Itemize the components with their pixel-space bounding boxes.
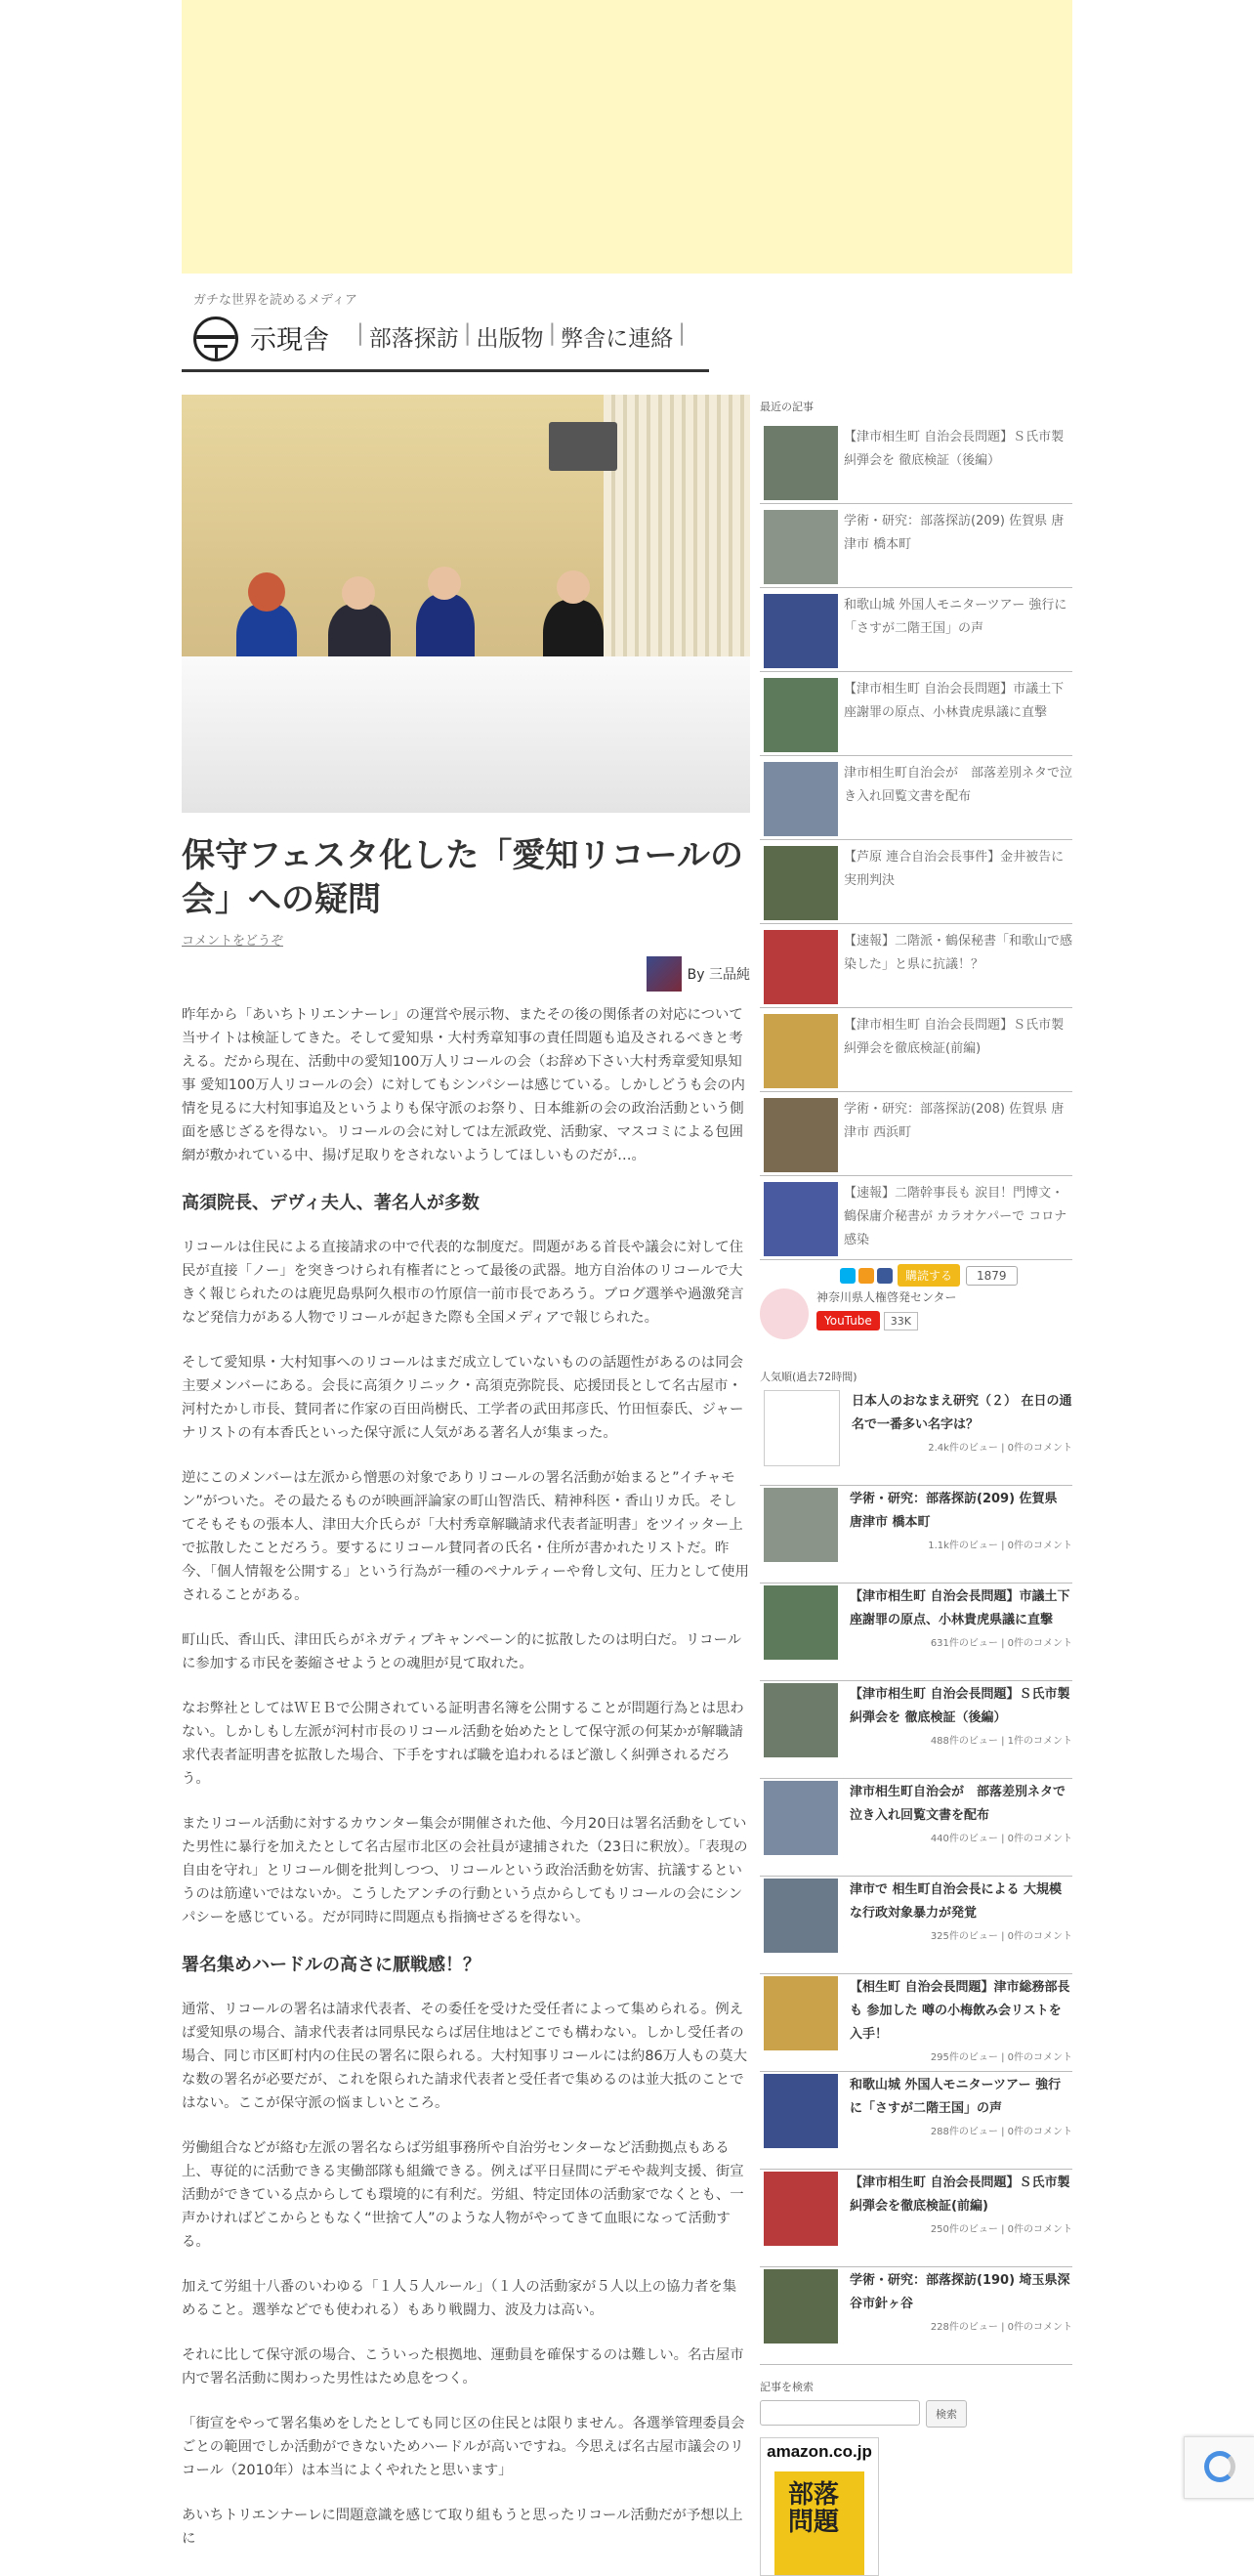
recent-title[interactable]: 津市相生町自治会が 部落差別ネタで泣き入れ回覧文書を配布 [844, 766, 1073, 804]
recent-item[interactable] [760, 1176, 1072, 1260]
recent-item[interactable] [760, 1008, 1072, 1092]
recent-item[interactable] [760, 672, 1072, 756]
popular-list [760, 1388, 1072, 2365]
popular-title[interactable]: 和歌山城 外国人モニターツアー 強行に「さすが二階王国」の声 [850, 2078, 1062, 2116]
org-name[interactable]: 神奈川県人権啓発センター [816, 1290, 957, 1304]
recent-title[interactable]: 【芦原 連合自治会長事件】金井被告に実刑判決 [844, 850, 1065, 888]
popular-thumbnail[interactable] [764, 1585, 838, 1660]
popular-item[interactable] [760, 1877, 1072, 1974]
popular-thumbnail[interactable] [764, 2172, 838, 2246]
org-widget [760, 1288, 1072, 1339]
author-line[interactable] [182, 956, 750, 992]
amazon-logo: amazon.co.jp [767, 2442, 872, 2461]
recent-item[interactable] [760, 1092, 1072, 1176]
book-cover [774, 2471, 864, 2576]
popular-thumbnail[interactable] [764, 2269, 838, 2344]
nav-contact[interactable]: 弊舎に連絡 [561, 326, 674, 352]
site-name[interactable]: 示現舎 [250, 325, 329, 356]
popular-item[interactable] [760, 1388, 1072, 1486]
paragraph: 逆にこのメンバーは左派から憎悪の対象でありリコールの署名活動が始まると”イチャモン”がついた。その最たるものが映画評論家の町山智浩氏、精神科医・香山リカ氏。そしてそもそもの張本人、津田大介氏らが「大村秀章解職請求代表者証明書」をツイッター上で拡散したことだろう。要するにリコール賛同者の氏名・住所が書かれたリストだ。昨今、「個人情報を公開する」という行為が一種のペナルティーや脅し文句、圧力として使用されることがある。 [182, 1470, 749, 1603]
paragraph: あいちトリエンナーレに問題意識を感じて取り組もうと思ったリコール活動だが予想以上に [182, 2508, 743, 2547]
recent-thumbnail[interactable] [764, 1098, 838, 1172]
popular-thumbnail[interactable] [764, 1683, 838, 1757]
subscriber-count: 1879 [966, 1266, 1018, 1286]
article-hero-image [182, 395, 750, 813]
popular-meta: 2.4k件のビュー | 0件のコメント [928, 1443, 1072, 1454]
facebook-icon[interactable] [877, 1268, 893, 1284]
recent-title[interactable]: 【津市相生町 自治会長問題】市議土下座謝罪の原点、小林貴虎県議に直撃 [844, 682, 1065, 720]
book-title: 部落問題 [788, 2480, 840, 2537]
recent-thumbnail[interactable] [764, 1014, 838, 1088]
youtube-button[interactable]: YouTube [816, 1311, 880, 1330]
popular-meta: 631件のビュー | 0件のコメント [930, 1638, 1072, 1649]
popular-thumbnail[interactable] [764, 1879, 838, 1953]
article-title: 保守フェスタ化した「愛知リコールの会」への疑問 [182, 836, 743, 919]
rss-icon[interactable] [858, 1268, 874, 1284]
popular-title[interactable]: 津市相生町自治会が 部落差別ネタで泣き入れ回覧文書を配布 [850, 1785, 1066, 1823]
site-header [182, 283, 709, 372]
popular-item[interactable] [760, 1974, 1072, 2072]
paragraph: 労働組合などが絡む左派の署名ならば労組事務所や自治労センターなど活動拠点もある上、専従的に活動できる実働部隊も組織できる。例えば平日昼間にデモや裁判支援、街宣活動ができている点からしても環境的に有利だ。労組、特定団体の活動家でなくとも、一声かければどこからともなく“世捨て人”のような人物がやってきて血眼になって活動する。 [182, 2140, 744, 2250]
popular-item[interactable] [760, 1584, 1072, 1681]
amazon-widget[interactable] [760, 2437, 879, 2576]
recent-thumbnail[interactable] [764, 930, 838, 1004]
author-name[interactable]: By 三品純 [687, 967, 750, 983]
paragraph: 通常、リコールの署名は請求代表者、その委任を受けた受任者によって集められる。例えば愛知県の場合、請求代表者は同県民ならば居住地はどこでも構わない。しかし受任者の場合、同じ市区町村内の住民の署名に限られる。大村知事リコールには約86万人もの莫大な数の署名が必要だが、これを限られた請求代表者と受任者で集めるのは並大抵のことではない。ここが保守派の悩ましいところ。 [182, 2002, 747, 2111]
recent-heading: 最近の記事 [760, 401, 814, 413]
paragraph: それに比して保守派の場合、こういった根拠地、運動員を確保するのは難しい。名古屋市内で署名活動に関わった男性はため息をつく。 [182, 2347, 744, 2386]
popular-title[interactable]: 【津市相生町 自治会長問題】Ｓ氏市製糾弾会を徹底検証(前編) [850, 2175, 1070, 2214]
pig-mascot-icon [760, 1288, 809, 1339]
popular-thumbnail[interactable] [764, 1781, 838, 1855]
recent-title[interactable]: 学術・研究：部落探訪(208) 佐賀県 唐津市 西浜町 [844, 1102, 1065, 1140]
popular-heading: 人気順(過去72時間) [760, 1371, 857, 1383]
recaptcha-icon [1204, 2451, 1235, 2482]
comment-link[interactable]: コメントをどうぞ [182, 934, 284, 949]
recent-thumbnail[interactable] [764, 510, 838, 584]
popular-title[interactable]: 学術・研究：部落探訪(209) 佐賀県 唐津市 橋本町 [850, 1492, 1058, 1530]
popular-meta: 228件のビュー | 0件のコメント [930, 2322, 1072, 2333]
popular-title[interactable]: 日本人のおなまえ研究（２） 在日の通名で一番多い名字は？ [852, 1394, 1072, 1432]
recent-thumbnail[interactable] [764, 426, 838, 500]
popular-meta: 250件のビュー | 0件のコメント [930, 2224, 1072, 2235]
popular-item[interactable] [760, 2170, 1072, 2267]
site-logo-icon[interactable] [193, 317, 238, 361]
paragraph: またリコール活動に対するカウンター集会が開催された他、今月20日は署名活動をしていた男性に暴行を加えたとして名古屋市北区の会社員が逮捕された（23日に釈放）。「表現の自由を守れ」とリコール側を批判しつつ、リコールという政治活動を妨害、抗議するというのは筋違いではないか。こうしたアンチの行動という点からしてもリコールの会にシンパシーを感じている。だが同時に問題点も指摘せざるを得ない。 [182, 1816, 748, 1925]
recent-title[interactable]: 【津市相生町 自治会長問題】Ｓ氏市製糾弾会を徹底検証(前編) [844, 1018, 1065, 1056]
recaptcha-badge[interactable] [1184, 2436, 1254, 2499]
popular-title[interactable]: 【津市相生町 自治会長問題】Ｓ氏市製糾弾会を 徹底検証（後編） [850, 1687, 1070, 1725]
recent-item[interactable] [760, 924, 1072, 1008]
ad-banner[interactable] [182, 0, 1072, 274]
popular-meta: 440件のビュー | 0件のコメント [930, 1834, 1072, 1844]
popular-thumbnail[interactable] [764, 1488, 838, 1562]
recent-thumbnail[interactable] [764, 594, 838, 668]
site-tagline: ガチな世界を読めるメディア [193, 293, 357, 308]
popular-meta: 295件のビュー | 0件のコメント [930, 2052, 1072, 2063]
popular-item[interactable] [760, 1681, 1072, 1779]
recent-thumbnail[interactable] [764, 846, 838, 920]
nav-buraku-tanbo[interactable]: 部落探訪 [368, 326, 459, 352]
author-avatar [647, 956, 682, 992]
recent-thumbnail[interactable] [764, 678, 838, 752]
search-input[interactable] [760, 2400, 920, 2426]
recent-title[interactable]: 【速報】二階幹事長も 涙目！門博文・鶴保庸介秘書が カラオケパーで コロナ感染 [844, 1186, 1067, 1247]
article-body [182, 1003, 750, 2551]
popular-item[interactable] [760, 1486, 1072, 1584]
popular-item[interactable] [760, 2267, 1072, 2365]
recent-item[interactable] [760, 420, 1072, 504]
section-heading: 署名集めハードルの高さに厭戦感！？ [182, 1955, 481, 1975]
paragraph: 加えて労組十八番のいわゆる「１人５人ルール」（１人の活動家が５人以上の協力者を集めること。選挙などでも使われる）もあり戦闘力、波及力は高い。 [182, 2279, 737, 2318]
speaker-icon [549, 422, 617, 471]
recent-item[interactable] [760, 588, 1072, 672]
popular-meta: 488件のビュー | 1件のコメント [930, 1736, 1072, 1747]
recent-item[interactable] [760, 504, 1072, 588]
nav-publications[interactable]: 出版物 [476, 326, 544, 352]
recent-item[interactable] [760, 840, 1072, 924]
section-heading: 高須院長、デヴィ夫人、著名人が多数 [182, 1193, 480, 1213]
recent-item[interactable] [760, 756, 1072, 840]
popular-item[interactable] [760, 2072, 1072, 2170]
recent-title[interactable]: 和歌山城 外国人モニターツアー 強行に「さすが二階王国」の声 [844, 598, 1067, 636]
search-form [760, 2400, 1072, 2428]
recent-title[interactable]: 【津市相生町 自治会長問題】Ｓ氏市製糾弾会を 徹底検証（後編） [844, 430, 1065, 468]
popular-title[interactable]: 津市で 相生町自治会長による 大規模な行政対象暴力が発覚 [850, 1882, 1063, 1921]
popular-meta: 325件のビュー | 0件のコメント [930, 1931, 1072, 1942]
recent-thumbnail[interactable] [764, 1182, 838, 1256]
popular-title[interactable]: 学術・研究：部落探訪(190) 埼玉県深谷市針ヶ谷 [850, 2273, 1070, 2311]
recent-thumbnail[interactable] [764, 762, 838, 836]
paragraph: リコールは住民による直接請求の中で代表的な制度だ。問題がある首長や議会に対して住民が直接「ノー」を突きつけられ有権者にとって最後の武器。地方自治体のリコールで大きく報じられたのは鹿児島県阿久根市の竹原信一前市長であろう。ブログ選挙や過激発言など発信力がある人物でリコールが起きた際も全国メディアで報じられた。 [182, 1240, 744, 1326]
paragraph: なお弊社としてはＷＥＢで公開されている証明書名簿を公開することが問題行為とは思わない。しかしもし左派が河村市長のリコール活動を始めたとして保守派の何某かが解職請求代表者証明書を拡散した場合、下手をすれば職を追われるほど激しく糾弾されるだろう。 [182, 1701, 744, 1787]
paragraph: 昨年から「あいちトリエンナーレ」の運営や展示物、またその後の関係者の対応について当サイトは検証してきた。そして愛知県・大村秀章知事の責任問題も追及されるべきと考える。だから現在、活動中の愛知100万人リコールの会（お辞め下さい大村秀章愛知県知事 愛知100万人リコールの会）に対してもシンパシーは感じている。しかしどうも会の内情を見るに大村知事追及というよりも保守派のお祭り、日本維新の会の政治活動という側面を感じざるを得ない。リコールの会に対しては左派政党、活動家、マスコミによる包囲網が敷かれている中、揚げ足取りをされないようしてほしいものだが…。 [182, 1007, 745, 1163]
popular-meta: 1.1k件のビュー | 0件のコメント [928, 1541, 1072, 1551]
paragraph: 「街宣をやって署名集めをしたとしても同じ区の住民とは限りません。各選挙管理委員会ごとの範囲でしか活動ができないためハードルが高いですね。今思えば名古屋市議会のリコール（2010年）は本当によくやれたと思います」 [182, 2416, 745, 2478]
search-heading: 記事を検索 [760, 2381, 814, 2393]
paragraph: 町山氏、香山氏、津田氏らがネガティブキャンペーン的に拡散したのは明白だ。リコールに参加する市民を萎縮させようとの魂胆が見て取れた。 [182, 1632, 742, 1671]
skype-icon[interactable] [840, 1268, 856, 1284]
popular-thumbnail[interactable] [764, 2074, 838, 2148]
popular-thumbnail[interactable] [764, 1390, 840, 1466]
popular-title[interactable]: 【津市相生町 自治会長問題】市議土下座謝罪の原点、小林貴虎県議に直撃 [850, 1589, 1070, 1627]
paragraph: そして愛知県・大村知事へのリコールはまだ成立していないものの話題性があるのは同会主要メンバーにある。会長に高須クリニック・高須克弥院長、応援団長として名古屋市・河村たかし市長、賛同者に作家の百田尚樹氏、工学者の武田邦彦氏、竹田恒泰氏、ジャーナリストの有本香氏といった保守派に人気がある著名人が集まった。 [182, 1355, 744, 1441]
popular-item[interactable] [760, 1779, 1072, 1877]
subscribe-button[interactable]: 購読する [898, 1264, 960, 1287]
recent-list [760, 420, 1072, 1260]
youtube-count: 33K [884, 1312, 918, 1330]
recent-title[interactable]: 【速報】二階派・鶴保秘書「和歌山で感染した」と県に抗議！？ [844, 934, 1073, 972]
popular-title[interactable]: 【相生町 自治会長問題】津市総務部長も 参加した 噂の小梅飲み会リストを入手！ [850, 1980, 1070, 2042]
main-nav: | 部落探訪 | 出版物 | 弊舎に連絡 | [356, 320, 686, 352]
article-main [182, 395, 750, 2572]
recent-title[interactable]: 学術・研究：部落探訪(209) 佐賀県 唐津市 橋本町 [844, 514, 1065, 552]
popular-thumbnail[interactable] [764, 1976, 838, 2050]
search-button[interactable]: 検索 [926, 2400, 967, 2428]
follow-bar [840, 1264, 1072, 1287]
sidebar [760, 395, 1072, 2576]
popular-meta: 288件のビュー | 0件のコメント [930, 2127, 1072, 2137]
